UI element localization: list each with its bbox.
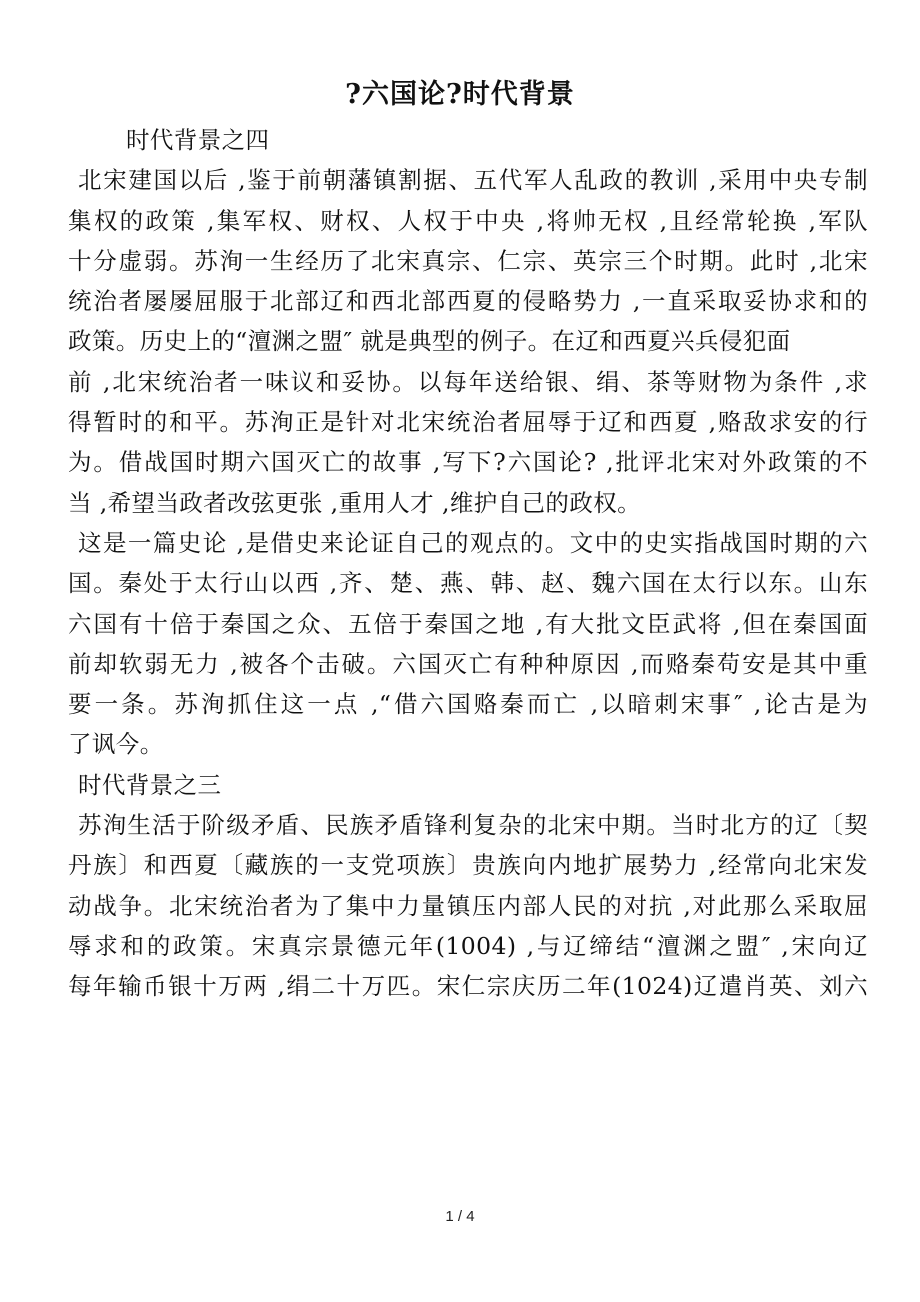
- paragraph-line: 得暂时的和平。苏洵正是针对北宋统治者屈辱于辽和西夏 ,赂敌求安的行: [68, 408, 868, 437]
- paragraph-line: 辱求和的政策。宋真宗景德元年(1004) ,与辽缔结“澶渊之盟″ ,宋向辽: [68, 931, 868, 960]
- section-heading: 时代背景之四: [126, 126, 270, 154]
- paragraph-line: 这是一篇史论 ,是借史来论证自己的观点的。文中的史实指战国时期的六: [78, 528, 868, 557]
- paragraph-line: 要一条。苏洵抓住这一点 ,“借六国赂秦而亡 ,以暗刺宋事″ ,论古是为: [68, 690, 868, 719]
- section-heading: 时代背景之三: [78, 770, 222, 799]
- paragraph-line: 前却软弱无力 ,被各个击破。六国灭亡有种种原因 ,而赂秦苟安是其中重: [68, 649, 868, 678]
- paragraph-line: 统治者屡屡屈服于北部辽和西北部西夏的侵略势力 ,一直采取妥协求和的: [68, 287, 868, 316]
- paragraph-line: 前 ,北宋统治者一味议和妥协。以每年送给银、绢、茶等财物为条件 ,求: [68, 367, 868, 396]
- paragraph-line: 集权的政策 ,集军权、财权、人权于中央 ,将帅无权 ,且经常轮换 ,军队: [68, 206, 868, 235]
- page-number: 1 / 4: [445, 1208, 475, 1225]
- paragraph-line: 为。借战国时期六国灭亡的故事 ,写下?六国论? ,批评北宋对外政策的不: [68, 448, 868, 477]
- page-title: ?六国论?时代背景: [345, 79, 575, 110]
- paragraph-line: 丹族〕和西夏〔藏族的一支党项族〕贵族向内地扩展势力 ,经常向北宋发: [68, 851, 868, 880]
- paragraph-line: 政策。历史上的“澶渊之盟″ 就是典型的例子。在辽和西夏兴兵侵犯面: [68, 327, 791, 356]
- paragraph-line: 当 ,希望当政者改弦更张 ,重用人才 ,维护自己的政权。: [68, 488, 642, 517]
- paragraph-line: 国。秦处于太行山以西 ,齐、楚、燕、韩、赵、魏六国在太行以东。山东: [68, 569, 868, 598]
- paragraph-line: 北宋建国以后 ,鉴于前朝藩镇割据、五代军人乱政的教训 ,采用中央专制: [78, 166, 868, 195]
- paragraph-line: 苏洵生活于阶级矛盾、民族矛盾锋利复杂的北宋中期。当时北方的辽〔契: [78, 811, 868, 840]
- paragraph-line: 每年输币银十万两 ,绢二十万匹。宋仁宗庆历二年(1024)辽遣肖英、刘六: [68, 972, 868, 1001]
- document-body: [68, 120, 868, 1007]
- paragraph-line: 了讽今。: [68, 730, 164, 759]
- paragraph-line: 动战争。北宋统治者为了集中力量镇压内部人民的对抗 ,对此那么采取屈: [68, 891, 868, 920]
- paragraph-line: 十分虚弱。苏洵一生经历了北宋真宗、仁宗、英宗三个时期。此时 ,北宋: [68, 246, 868, 275]
- paragraph-line: 六国有十倍于秦国之众、五倍于秦国之地 ,有大批文臣武将 ,但在秦国面: [68, 609, 868, 638]
